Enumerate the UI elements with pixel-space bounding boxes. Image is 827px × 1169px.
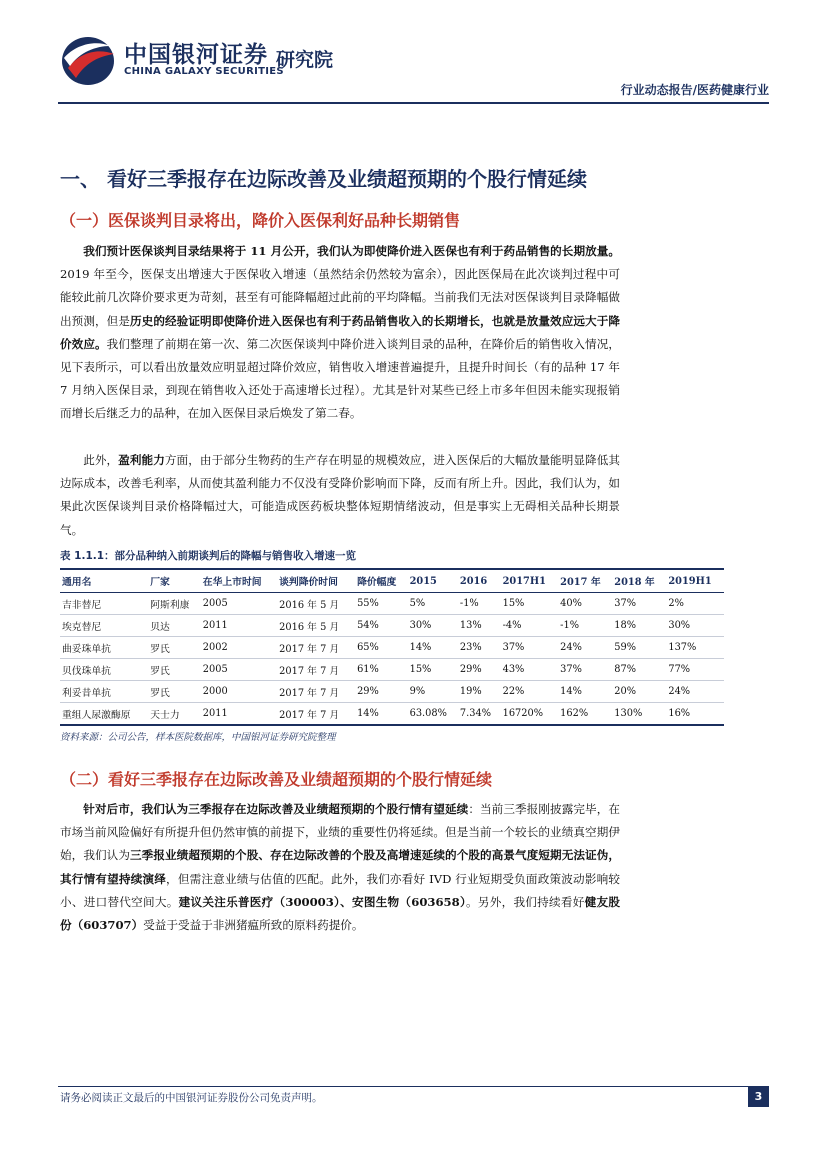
table-cell: 54% (355, 615, 408, 637)
report-type-label: 行业动态报告/医药健康行业 (620, 83, 769, 97)
paragraph-2 (60, 449, 620, 542)
table-cell: 罗氏 (148, 659, 201, 681)
table-cell: 15% (408, 659, 458, 681)
text-run: 我们预计医保谈判目录结果将于 11 月公开，我们认为即使降价进入医保也有利于药品销售的长期放量。 (83, 244, 620, 258)
table-cell: 130% (612, 703, 666, 726)
table-row (60, 593, 724, 615)
header-divider (58, 102, 769, 104)
table-cell: 天士力 (148, 703, 201, 726)
text-run: 。另外，我们持续看好 (466, 894, 585, 909)
table-caption: 表 1.1.1：部分品种纳入前期谈判后的降幅与销售收入增速一览 (60, 550, 357, 562)
table-cell: 罗氏 (148, 637, 201, 659)
footer-divider (58, 1086, 769, 1087)
table-cell: 16720% (501, 703, 559, 726)
table-header-cell: 2019H1 (666, 569, 724, 593)
table-cell: 13% (458, 615, 501, 637)
table-cell: 61% (355, 659, 408, 681)
table-cell: 37% (612, 593, 666, 615)
table-header-cell: 2017 年 (558, 569, 612, 593)
table-cell: 14% (558, 681, 612, 703)
table-cell: 30% (666, 615, 724, 637)
section-title: 一、 看好三季报存在边际改善及业绩超预期的个股行情延续 (60, 167, 587, 191)
table-cell: 22% (501, 681, 559, 703)
paragraph-3 (60, 798, 620, 937)
table-cell: -1% (458, 593, 501, 615)
table-cell: 24% (558, 637, 612, 659)
table-cell: 77% (666, 659, 724, 681)
table-cell: 59% (612, 637, 666, 659)
table-cell: 阿斯利康 (148, 593, 201, 615)
text-run: ，但需注意业绩与估值的匹配。此外，我们亦看好 IVD 行业短期受负面政策波动影响较小、进口替代空间大。 (60, 871, 620, 909)
table-cell: 29% (355, 681, 408, 703)
table-cell: 2% (666, 593, 724, 615)
table-header-cell: 降价幅度 (355, 569, 408, 593)
table-cell: 137% (666, 637, 724, 659)
table-header-cell: 在华上市时间 (201, 569, 277, 593)
table-cell: 利妥昔单抗 (60, 681, 148, 703)
table-header-row (60, 569, 724, 593)
table-cell: -1% (558, 615, 612, 637)
company-logo-icon (58, 34, 118, 88)
table-cell: 43% (501, 659, 559, 681)
table-header-cell: 2015 (408, 569, 458, 593)
table-cell: 曲妥珠单抗 (60, 637, 148, 659)
table-cell: 贝达 (148, 615, 201, 637)
table-cell: 2002 (201, 637, 277, 659)
brand-name-cn: 中国银河证券 (124, 42, 268, 68)
table-header-cell: 谈判降价时间 (277, 569, 355, 593)
table-cell: -4% (501, 615, 559, 637)
paragraph-1 (60, 240, 620, 426)
table-cell: 65% (355, 637, 408, 659)
table-cell: 14% (408, 637, 458, 659)
table-cell: 23% (458, 637, 501, 659)
table-cell: 30% (408, 615, 458, 637)
table-cell: 重组人尿激酶原 (60, 703, 148, 726)
table-row (60, 615, 724, 637)
table-cell: 55% (355, 593, 408, 615)
table-cell: 37% (501, 637, 559, 659)
table-header-cell: 2016 (458, 569, 501, 593)
text-run: 此外， (83, 453, 119, 467)
price-cut-table (60, 568, 724, 726)
table-cell: 24% (666, 681, 724, 703)
table-cell: 贝伐珠单抗 (60, 659, 148, 681)
table-cell: 2011 (201, 703, 277, 726)
table-cell: 2017 年 7 月 (277, 681, 355, 703)
table-row (60, 659, 724, 681)
table-cell: 吉非替尼 (60, 593, 148, 615)
subsection-title-2: （二）看好三季报存在边际改善及业绩超预期的个股行情延续 (60, 770, 493, 789)
table-header-cell: 2018 年 (612, 569, 666, 593)
table-cell: 63.08% (408, 703, 458, 726)
table-cell: 2017 年 7 月 (277, 703, 355, 726)
table-cell: 2005 (201, 659, 277, 681)
text-run: ：当前三季报刚披露完毕，在市场当前风险偏好有所提升但仍然审慎的前提下，业绩的重要性仍将延续。但是当前一个较长的业绩真空期伊始，我们认为 (60, 802, 620, 863)
text-run: 我们整理了前期在第一次、第二次医保谈判中降价进入谈判目录的品种，在降价后的销售收入情况，见下表所示，可以看出放量效应明显超过降价效应，销售收入增速普遍提升，且提升时间长（有的品种 17 年 7 月纳入医保目录，到现在销售收入还处于高速增长过程）。尤其是针对某些已经上市多年但因未能实现报销而增长后继乏力的品种，在加入医保目录后焕发了第二春。 (60, 336, 620, 421)
disclaimer-note: 请务必阅读正文最后的中国银河证券股份公司免责声明。 (60, 1092, 323, 1104)
text-run: 方面，由于部分生物药的生产存在明显的规模效应，进入医保后的大幅放量能明显降低其边际成本，改善毛利率，从而使其盈利能力不仅没有受降价影响而下降，反而有所上升。因此，我们认为，如果此次医保谈判目录价格降幅过大，可能造成医药板块整体短期情绪波动，但是事实上无碍相关品种长期景气。 (60, 453, 620, 537)
text-run: 针对后市，我们认为三季报存在边际改善及业绩超预期的个股行情有望延续 (83, 802, 469, 816)
table-cell: 40% (558, 593, 612, 615)
table-cell: 37% (558, 659, 612, 681)
table-cell: 2017 年 7 月 (277, 637, 355, 659)
brand-name-en: CHINA GALAXY SECURITIES (124, 66, 284, 77)
text-run: 盈利能力 (118, 453, 165, 467)
table-cell: 2017 年 7 月 (277, 659, 355, 681)
table-row (60, 681, 724, 703)
table-cell: 埃克替尼 (60, 615, 148, 637)
text-run: 2019 年至今，医保支出增速大于医保收入增速（虽然结余仍然较为富余），因此医保局在此次谈判过程中可能较此前几次降价要求更为苛刻，甚至有可能降幅超过此前的平均降幅。当前我们无法对医保谈判目录降幅做出预测，但是 (60, 267, 620, 328)
table-cell: 29% (458, 659, 501, 681)
table-cell: 2016 年 5 月 (277, 593, 355, 615)
table-source: 资料来源：公司公告，样本医院数据库，中国银河证券研究院整理 (60, 732, 336, 743)
institute-label: 研究院 (276, 49, 334, 71)
table-cell: 87% (612, 659, 666, 681)
page-number: 3 (748, 1086, 769, 1107)
table-row (60, 703, 724, 726)
text-run: 受益于受益于非洲猪瘟所致的原料药提价。 (143, 918, 364, 933)
table-cell: 2011 (201, 615, 277, 637)
table-header-cell: 2017H1 (501, 569, 559, 593)
table-row (60, 637, 724, 659)
text-run: 三季报业绩超预期的个股、存在边际改善的个股及高增速延续的个股的高景气度短期无法证伪，其行情有望持续演绎 (60, 848, 620, 886)
table-header-cell: 厂家 (148, 569, 201, 593)
subsection-title-1: （一）医保谈判目录将出，降价入医保利好品种长期销售 (60, 211, 461, 230)
table-cell: 15% (501, 593, 559, 615)
table-cell: 18% (612, 615, 666, 637)
table-cell: 2005 (201, 593, 277, 615)
table-cell: 7.34% (458, 703, 501, 726)
table-cell: 2000 (201, 681, 277, 703)
table-cell: 5% (408, 593, 458, 615)
table-cell: 罗氏 (148, 681, 201, 703)
table-cell: 14% (355, 703, 408, 726)
text-run: 历史的经验证明即使降价进入医保也有利于药品销售收入的长期增长，也就是放量效应远大于降价效应。 (60, 313, 620, 351)
table-cell: 162% (558, 703, 612, 726)
text-run: 建议关注乐普医疗（300003）、安图生物（603658） (178, 894, 467, 909)
table-cell: 2016 年 5 月 (277, 615, 355, 637)
table-cell: 16% (666, 703, 724, 726)
table-body (60, 593, 724, 726)
table-cell: 19% (458, 681, 501, 703)
table-cell: 20% (612, 681, 666, 703)
table-cell: 9% (408, 681, 458, 703)
text-run: 健友股份（603707） (60, 894, 620, 933)
table-header-cell: 通用名 (60, 569, 148, 593)
